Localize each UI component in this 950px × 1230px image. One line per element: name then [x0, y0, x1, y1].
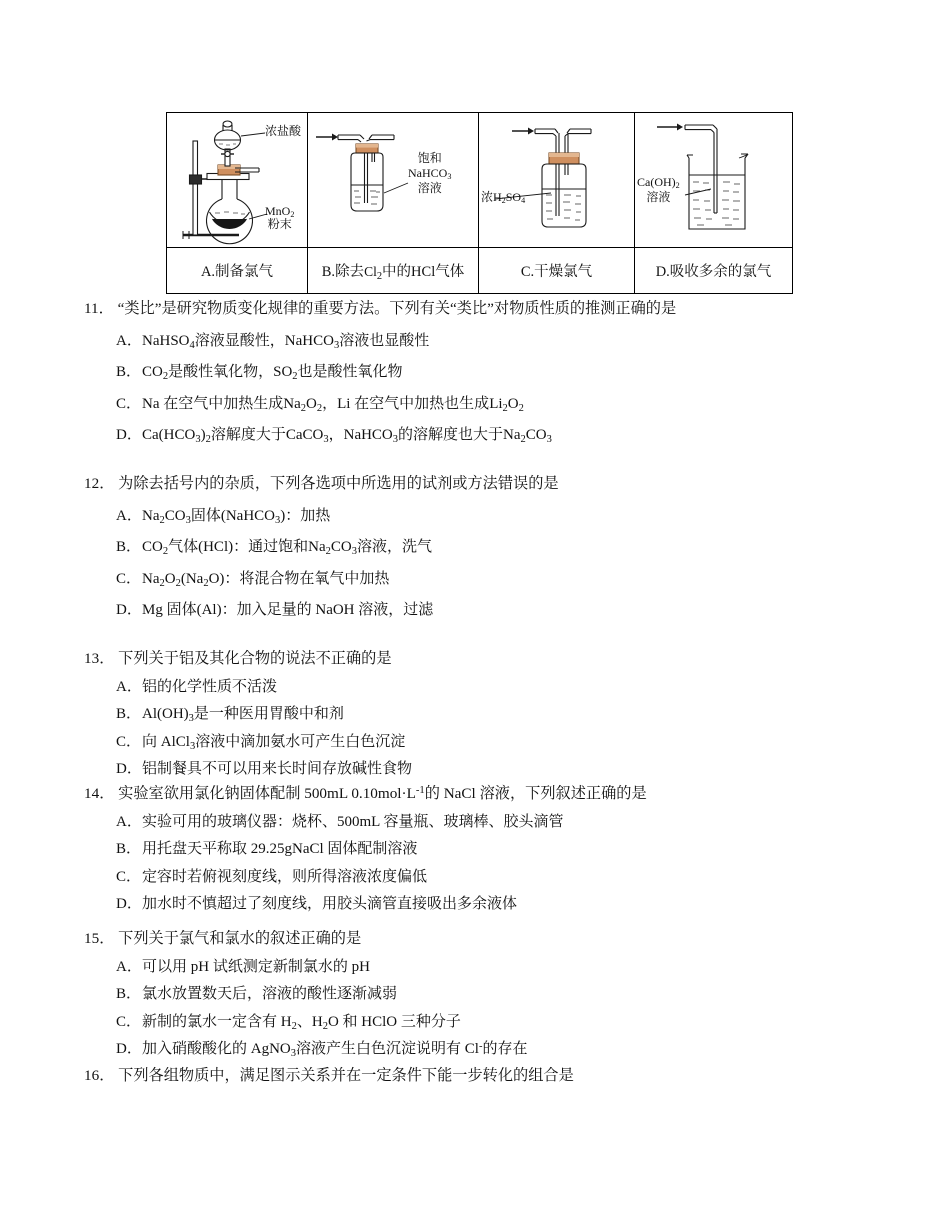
option-letter: A． [116, 332, 142, 349]
question-16-stem-text: 下列各组物质中，满足图示关系并在一定条件下能一步转化的组合是 [118, 1067, 574, 1084]
question-14-number: 14． [84, 785, 115, 802]
option-text: 实验可用的玻璃仪器：烧杯、500mL 容量瓶、玻璃棒、胶头滴管 [142, 813, 564, 830]
question-16-stem [84, 1065, 884, 1088]
question-11-stem-text: “类比”是研究物质变化规律的重要方法。下列有关“类比”对物质性质的推测正确的是 [117, 300, 677, 317]
question-11-option-d[interactable]: D．$Ca(HCO_3)_2$溶解度大于CaCO$_3$，NaHCO$_3$的溶解度也大于$Na_2CO_3$ [84, 424, 884, 447]
question-12-number: 12． [84, 475, 115, 492]
question-12-stem-text: 为除去括号内的杂质，下列各选项中所选用的试剂或方法错误的是 [118, 475, 559, 492]
question-11-option-a[interactable]: A．NaHSO$_4$溶液显酸性，NaHCO$_3$溶液也显酸性 [84, 330, 884, 353]
apparatus-caption-b: B.除去$Cl_2$中的HCl气体 [308, 248, 479, 294]
question-13-stem [84, 648, 884, 671]
question-15-number: 15． [84, 930, 115, 947]
label-mno2-powder: MnO$_2$ 粉末 [265, 204, 295, 232]
apparatus-cell-d [635, 113, 793, 248]
apparatus-comparison-table [166, 112, 793, 294]
question-16 [84, 1065, 884, 1088]
h2so4-drying-bottle-diagram [479, 113, 634, 247]
question-12 [84, 473, 884, 622]
question-11-number: 11． [84, 300, 114, 317]
question-11 [84, 298, 884, 447]
label-caoh2-solution: $Ca(OH)_2$ 溶液 [637, 175, 680, 204]
question-11-option-c[interactable]: C．Na 在空气中加热生成$Na_2O_2$，Li 在空气中加热也生成$Li_2O_2$ [84, 393, 884, 416]
question-13-option-c[interactable]: C．向 AlCl$_3$溶液中滴加氨水可产生白色沉淀 [116, 733, 406, 752]
question-12-stem [84, 473, 884, 496]
question-15 [84, 928, 884, 1061]
question-14 [84, 783, 884, 916]
figure-nahco3-wash-bottle [308, 113, 478, 247]
apparatus-cell-c [479, 113, 635, 248]
question-14-option-b[interactable]: B．用托盘天平称取 29.25gNaCl 固体配制溶液 [116, 841, 418, 858]
question-13 [84, 648, 884, 781]
label-concentrated-hcl: 浓盐酸 [265, 124, 302, 138]
option-text: 可以用 pH 试纸测定新制氯水的 pH [142, 958, 370, 975]
apparatus-figure-row [167, 113, 793, 248]
question-12-option-d[interactable]: D．Mg 固体(Al)：加入足量的 NaOH 溶液，过滤 [116, 602, 434, 619]
question-14-option-a[interactable]: A．实验可用的玻璃仪器：烧杯、500mL 容量瓶、玻璃棒、胶头滴管 [116, 813, 564, 830]
apparatus-caption-c: C.干燥氯气 [479, 248, 635, 294]
question-11-stem [84, 298, 884, 321]
question-15-stem-text: 下列关于氯气和氯水的叙述正确的是 [118, 930, 362, 947]
question-12-option-b[interactable]: B．$CO_2$气体(HCl)：通过饱和$Na_2CO_3$溶液，洗气 [116, 539, 432, 558]
question-14-stem: 14． 实验室欲用氯化钠固体配制 500mL $0.10mol\cdot L^{-1}$的 NaCl 溶液，下列叙述正确的是 [84, 783, 884, 806]
option-text: 用托盘天平称取 29.25gNaCl 固体配制溶液 [142, 841, 418, 858]
option-letter: B． [116, 364, 142, 381]
label-concentrated-h2so4: 浓$H_2SO_4$ [481, 190, 526, 206]
apparatus-caption-d: D.吸收多余的氯气 [635, 248, 793, 294]
figure-caoh2-beaker [635, 113, 792, 247]
option-text: 铝的化学性质不活泼 [142, 678, 278, 695]
apparatus-caption-a: A.制备氯气 [167, 248, 308, 294]
label-saturated-nahco3-solution: 饱和 NaHCO$_3$ 溶液 [408, 151, 452, 195]
question-16-number: 16． [84, 1067, 115, 1084]
question-13-option-d[interactable]: D．铝制餐具不可以用来长时间存放碱性食物 [116, 761, 413, 778]
option-text: 加水时不慎超过了刻度线，用胶头滴管直接吸出多余液体 [142, 896, 518, 913]
question-15-option-c[interactable]: C．新制的氯水一定含有 $H_2$、$H_2O$ 和 HClO 三种分子 [116, 1013, 461, 1032]
question-15-option-a[interactable]: A．可以用 pH 试纸测定新制氯水的 pH [116, 958, 370, 975]
question-13-option-b[interactable]: B．$Al(OH)_3$是一种医用胃酸中和剂 [116, 706, 344, 725]
question-14-option-c[interactable]: C．定容时若俯视刻度线，则所得溶液浓度偏低 [116, 868, 428, 885]
question-12-option-a[interactable]: A．$Na_2CO_3$固体(NaHCO$_3$)：加热 [116, 507, 331, 526]
option-letter: C． [116, 395, 142, 412]
question-13-number: 13． [84, 650, 115, 667]
nahco3-wash-bottle-diagram [308, 113, 478, 247]
question-15-option-b[interactable]: B．氯水放置数天后，溶液的酸性逐渐减弱 [116, 986, 398, 1003]
option-text: 铝制餐具不可以用来长时间存放碱性食物 [142, 761, 413, 778]
apparatus-cell-b [308, 113, 479, 248]
question-11-option-b[interactable]: B．$CO_2$是酸性氧化物，$SO_2$也是酸性氧化物 [84, 361, 884, 384]
apparatus-caption-row [167, 248, 793, 294]
option-letter: D． [116, 427, 142, 444]
question-12-option-c[interactable]: C．$Na_2O_2(Na_2O)$：将混合物在氧气中加热 [116, 570, 390, 589]
apparatus-cell-a [167, 113, 308, 248]
question-14-option-d[interactable]: D．加水时不慎超过了刻度线，用胶头滴管直接吸出多余液体 [116, 896, 518, 913]
option-text: 氯水放置数天后，溶液的酸性逐渐减弱 [142, 986, 398, 1003]
question-15-option-d[interactable]: D．加入硝酸酸化的 AgNO$_3$溶液产生白色沉淀说明有 Cl-的存在 [116, 1040, 528, 1060]
figure-chlorine-generator [167, 113, 307, 247]
option-text: 定容时若俯视刻度线，则所得溶液浓度偏低 [142, 868, 428, 885]
question-13-option-a[interactable]: A．铝的化学性质不活泼 [116, 678, 278, 695]
question-15-stem [84, 928, 884, 951]
question-13-stem-text: 下列关于铝及其化合物的说法不正确的是 [118, 650, 392, 667]
figure-h2so4-drying-bottle [479, 113, 634, 247]
